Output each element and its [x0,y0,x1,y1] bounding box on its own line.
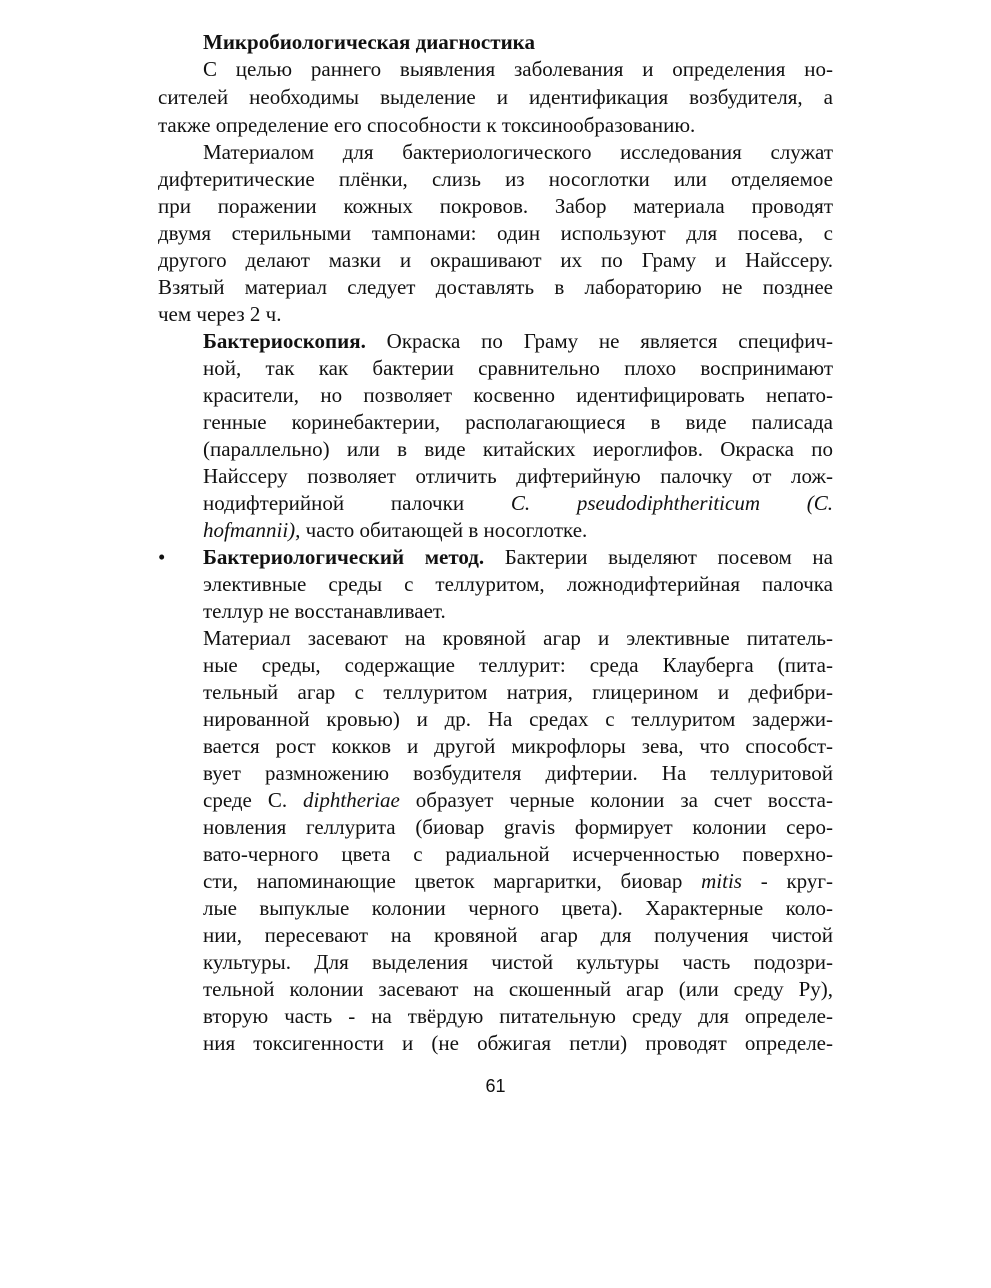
text-line [158,246,833,274]
text-line [158,83,833,111]
text-run: нодифтерийной палочки [203,491,511,515]
text-run: Взятый материал следует доставлять в лабораторию не позднее [158,275,833,299]
text-run: часто обитающей в носоглотке. [300,518,588,542]
text-line [158,192,833,220]
text-line [203,651,833,679]
text-run: сителей необходимы выделение и идентификация возбудителя, а [158,85,833,109]
text-run: генные коринебактерии, располагающиеся в виде палисада [203,410,833,434]
text-line [158,273,833,301]
text-run: при поражении кожных покровов. Забор материала проводят [158,194,833,218]
text-line [203,55,833,83]
text-line [203,840,833,868]
text-line [203,435,833,463]
text-run: красители, но позволяет косвенно идентифицировать непато- [203,383,833,407]
text-line [203,624,833,652]
text-line [203,1029,833,1057]
text-line [203,489,833,517]
text-run: нированной кровью) и др. На средах с теллуритом задержи- [203,707,833,731]
text-line [158,300,833,328]
text-line [203,1002,833,1030]
section-heading: Микробиологическая диагностика [203,30,535,54]
text-line [203,408,833,436]
text-run: Окраска по Граму не является специфич- [365,329,833,353]
text-run: Бактерии выделяют посевом на [484,545,833,569]
bold-run: Бактериоскопия. [203,329,366,353]
text-run: двумя стерильными тампонами: один используют для посева, с [158,221,833,245]
text-line [203,543,833,571]
text-run: тельной колонии засевают на скошенный агар (или среду Ру), [203,977,833,1001]
text-run: ния токсигенности и (не обжигая петли) проводят определе- [203,1031,833,1055]
text-run: также определение его способности к токсинообразованию. [158,113,696,137]
text-line [203,786,833,814]
text-run: теллур не восстанавливает. [203,599,446,623]
text-line [203,732,833,760]
italic-run: C. pseudodiphtheriticum (C. [510,491,834,515]
text-line [158,165,833,193]
text-run: Материалом для бактериологического исследования служат [203,140,833,164]
text-run: тельный агар с теллуритом натрия, глицерином и дефибри- [203,680,833,704]
text-run: вует размножению возбудителя дифтерии. На теллуритовой [203,761,833,785]
text-run: дифтеритические плёнки, слизь из носоглотки или отделяемое [158,167,833,191]
text-run: ные среды, содержащие теллурит: среда Клауберга (пита- [203,653,833,677]
text-line [203,570,833,598]
text-line [203,138,833,166]
text-run: образует черные колонии за счет восста- [399,788,833,812]
text-run: Найссеру позволяет отличить дифтерийную палочку от лож- [203,464,833,488]
text-run: чем через 2 ч. [158,302,282,326]
text-run: (параллельно) или в виде китайских иероглифов. Окраска по [203,437,833,461]
text-line [203,975,833,1003]
text-line [203,516,833,544]
text-line [203,678,833,706]
text-run: другого делают мазки и окрашивают их по Граму и Найссеру. [158,248,833,272]
text-line [158,219,833,247]
list-bullet: • [158,545,166,569]
italic-run: hofmannii), [203,518,301,542]
text-run: нии, пересевают на кровяной агар для получения чистой [203,923,833,947]
text-line [203,813,833,841]
italic-run: mitis [701,869,742,893]
text-line [203,894,833,922]
text-line [203,381,833,409]
text-line [203,705,833,733]
text-run: сти, напоминающие цветок маргаритки, биовар [203,869,702,893]
text-run: - круг- [741,869,833,893]
text-run: лые выпуклые колонии черного цвета). Характерные коло- [203,896,833,920]
text-run: ной, так как бактерии сравнительно плохо воспринимают [203,356,833,380]
text-line [203,759,833,787]
text-run: вторую часть - на твёрдую питательную среду для определе- [203,1004,833,1028]
text-line [203,462,833,490]
text-line [158,111,833,139]
text-run: вато-черного цвета с радиальной исчерченностью поверхно- [203,842,833,866]
text-run: вается рост кокков и другой микрофлоры зева, что способст- [203,734,833,758]
text-line [203,354,833,382]
text-line [203,867,833,895]
text-run: элективные среды с теллуритом, ложнодифтерийная палочка [203,572,833,596]
text-line [203,921,833,949]
text-line [203,597,833,625]
italic-run: diphtheriae [303,788,400,812]
text-run: культуры. Для выделения чистой культуры часть подозри- [203,950,833,974]
page-number: 61 [485,1076,506,1096]
bold-run: Бактериологический метод. [203,545,485,569]
text-run: Материал засевают на кровяной агар и элективные питатель- [203,626,833,650]
text-line [203,948,833,976]
text-line [203,327,833,355]
text-run: новления геллурита (биовар gravis формирует колонии серо- [203,815,833,839]
text-run: С целью раннего выявления заболевания и определения но- [203,57,833,81]
text-run: среде С. [203,788,304,812]
